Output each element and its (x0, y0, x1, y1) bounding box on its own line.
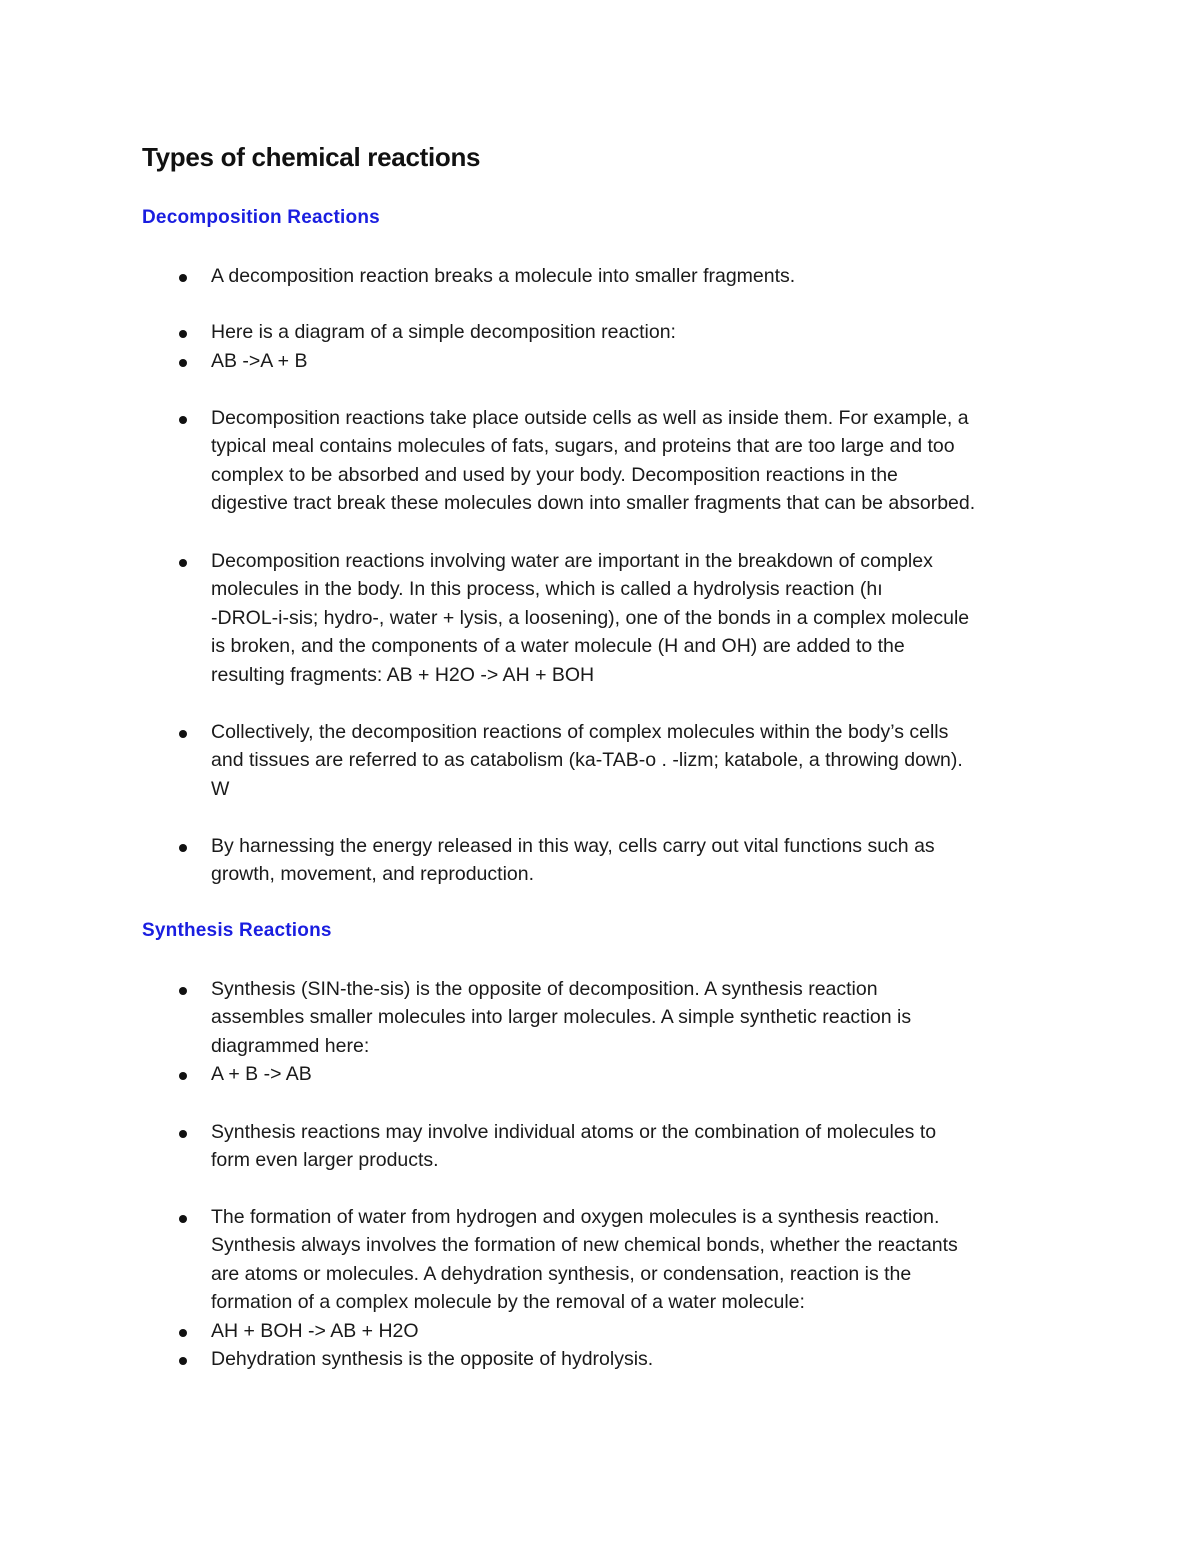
bullet-icon (179, 274, 187, 282)
list-item-text: Synthesis reactions may involve individual atoms or the combination of molecules to form even larger products. (211, 1121, 937, 1172)
list-item-text: Decomposition reactions involving water are important in the breakdown of complex molecules in the body. In this process, which is called a hydrolysis reaction (hı -DROL-i-sis; hydro-, water + lysis, a loosening), one of the bonds in a complex molecule is broken, and the components of a water molecule (H and OH) are added to the resulting fragments: AB + H2O -> AH + BOH (211, 550, 970, 686)
bullet-icon (179, 1357, 187, 1365)
bullet-icon (179, 1072, 187, 1080)
page-title: Types of chemical reactions (142, 142, 481, 172)
bullet-icon (179, 987, 187, 995)
bullet-icon (179, 844, 187, 852)
list-item-text: A decomposition reaction breaks a molecule into smaller fragments. (211, 265, 796, 287)
list-item-text: AH + BOH -> AB + H2O (211, 1320, 419, 1342)
bullet-icon (179, 416, 187, 424)
list-item-text: AB ->A + B (211, 350, 308, 372)
bullet-icon (179, 330, 187, 338)
bullet-icon (179, 1329, 187, 1337)
list-item-text: A + B -> AB (211, 1063, 312, 1085)
list-item-text: Decomposition reactions take place outside cells as well as inside them. For example, a typical meal contains molecules of fats, sugars, and proteins that are too large and too complex to be absorbed and used by your body. Decomposition reactions in the digestive tract break these molecules down into smaller fragments that can be absorbed. (211, 407, 976, 515)
section-heading-decomposition: Decomposition Reactions (142, 207, 380, 228)
bullet-icon (179, 730, 187, 738)
bullet-icon (179, 1130, 187, 1138)
list-item-text: Here is a diagram of a simple decomposition reaction: (211, 321, 676, 343)
bullet-icon (179, 559, 187, 567)
list-item-text: Synthesis (SIN-the-sis) is the opposite of decomposition. A synthesis reaction assembles smaller molecules into larger molecules. A simple synthetic reaction is diagrammed here: (211, 978, 912, 1057)
section-heading-synthesis: Synthesis Reactions (142, 920, 332, 941)
bullet-icon (179, 359, 187, 367)
bullet-icon (179, 1215, 187, 1223)
list-item-text: Collectively, the decomposition reactions of complex molecules within the body’s cells and tissues are referred to as catabolism (ka-TAB-o . -lizm; katabole, a throwing down). W (211, 721, 963, 800)
list-item-text: Dehydration synthesis is the opposite of hydrolysis. (211, 1348, 654, 1370)
list-item-text: The formation of water from hydrogen and oxygen molecules is a synthesis reaction. Synthesis always involves the formation of new chemical bonds, whether the reactants are atoms or molecules. A dehydration synthesis, or condensation, reaction is the formation of a complex molecule by the removal of a water molecule: (211, 1206, 958, 1314)
list-item-text: By harnessing the energy released in this way, cells carry out vital functions such as growth, movement, and reproduction. (211, 835, 935, 886)
